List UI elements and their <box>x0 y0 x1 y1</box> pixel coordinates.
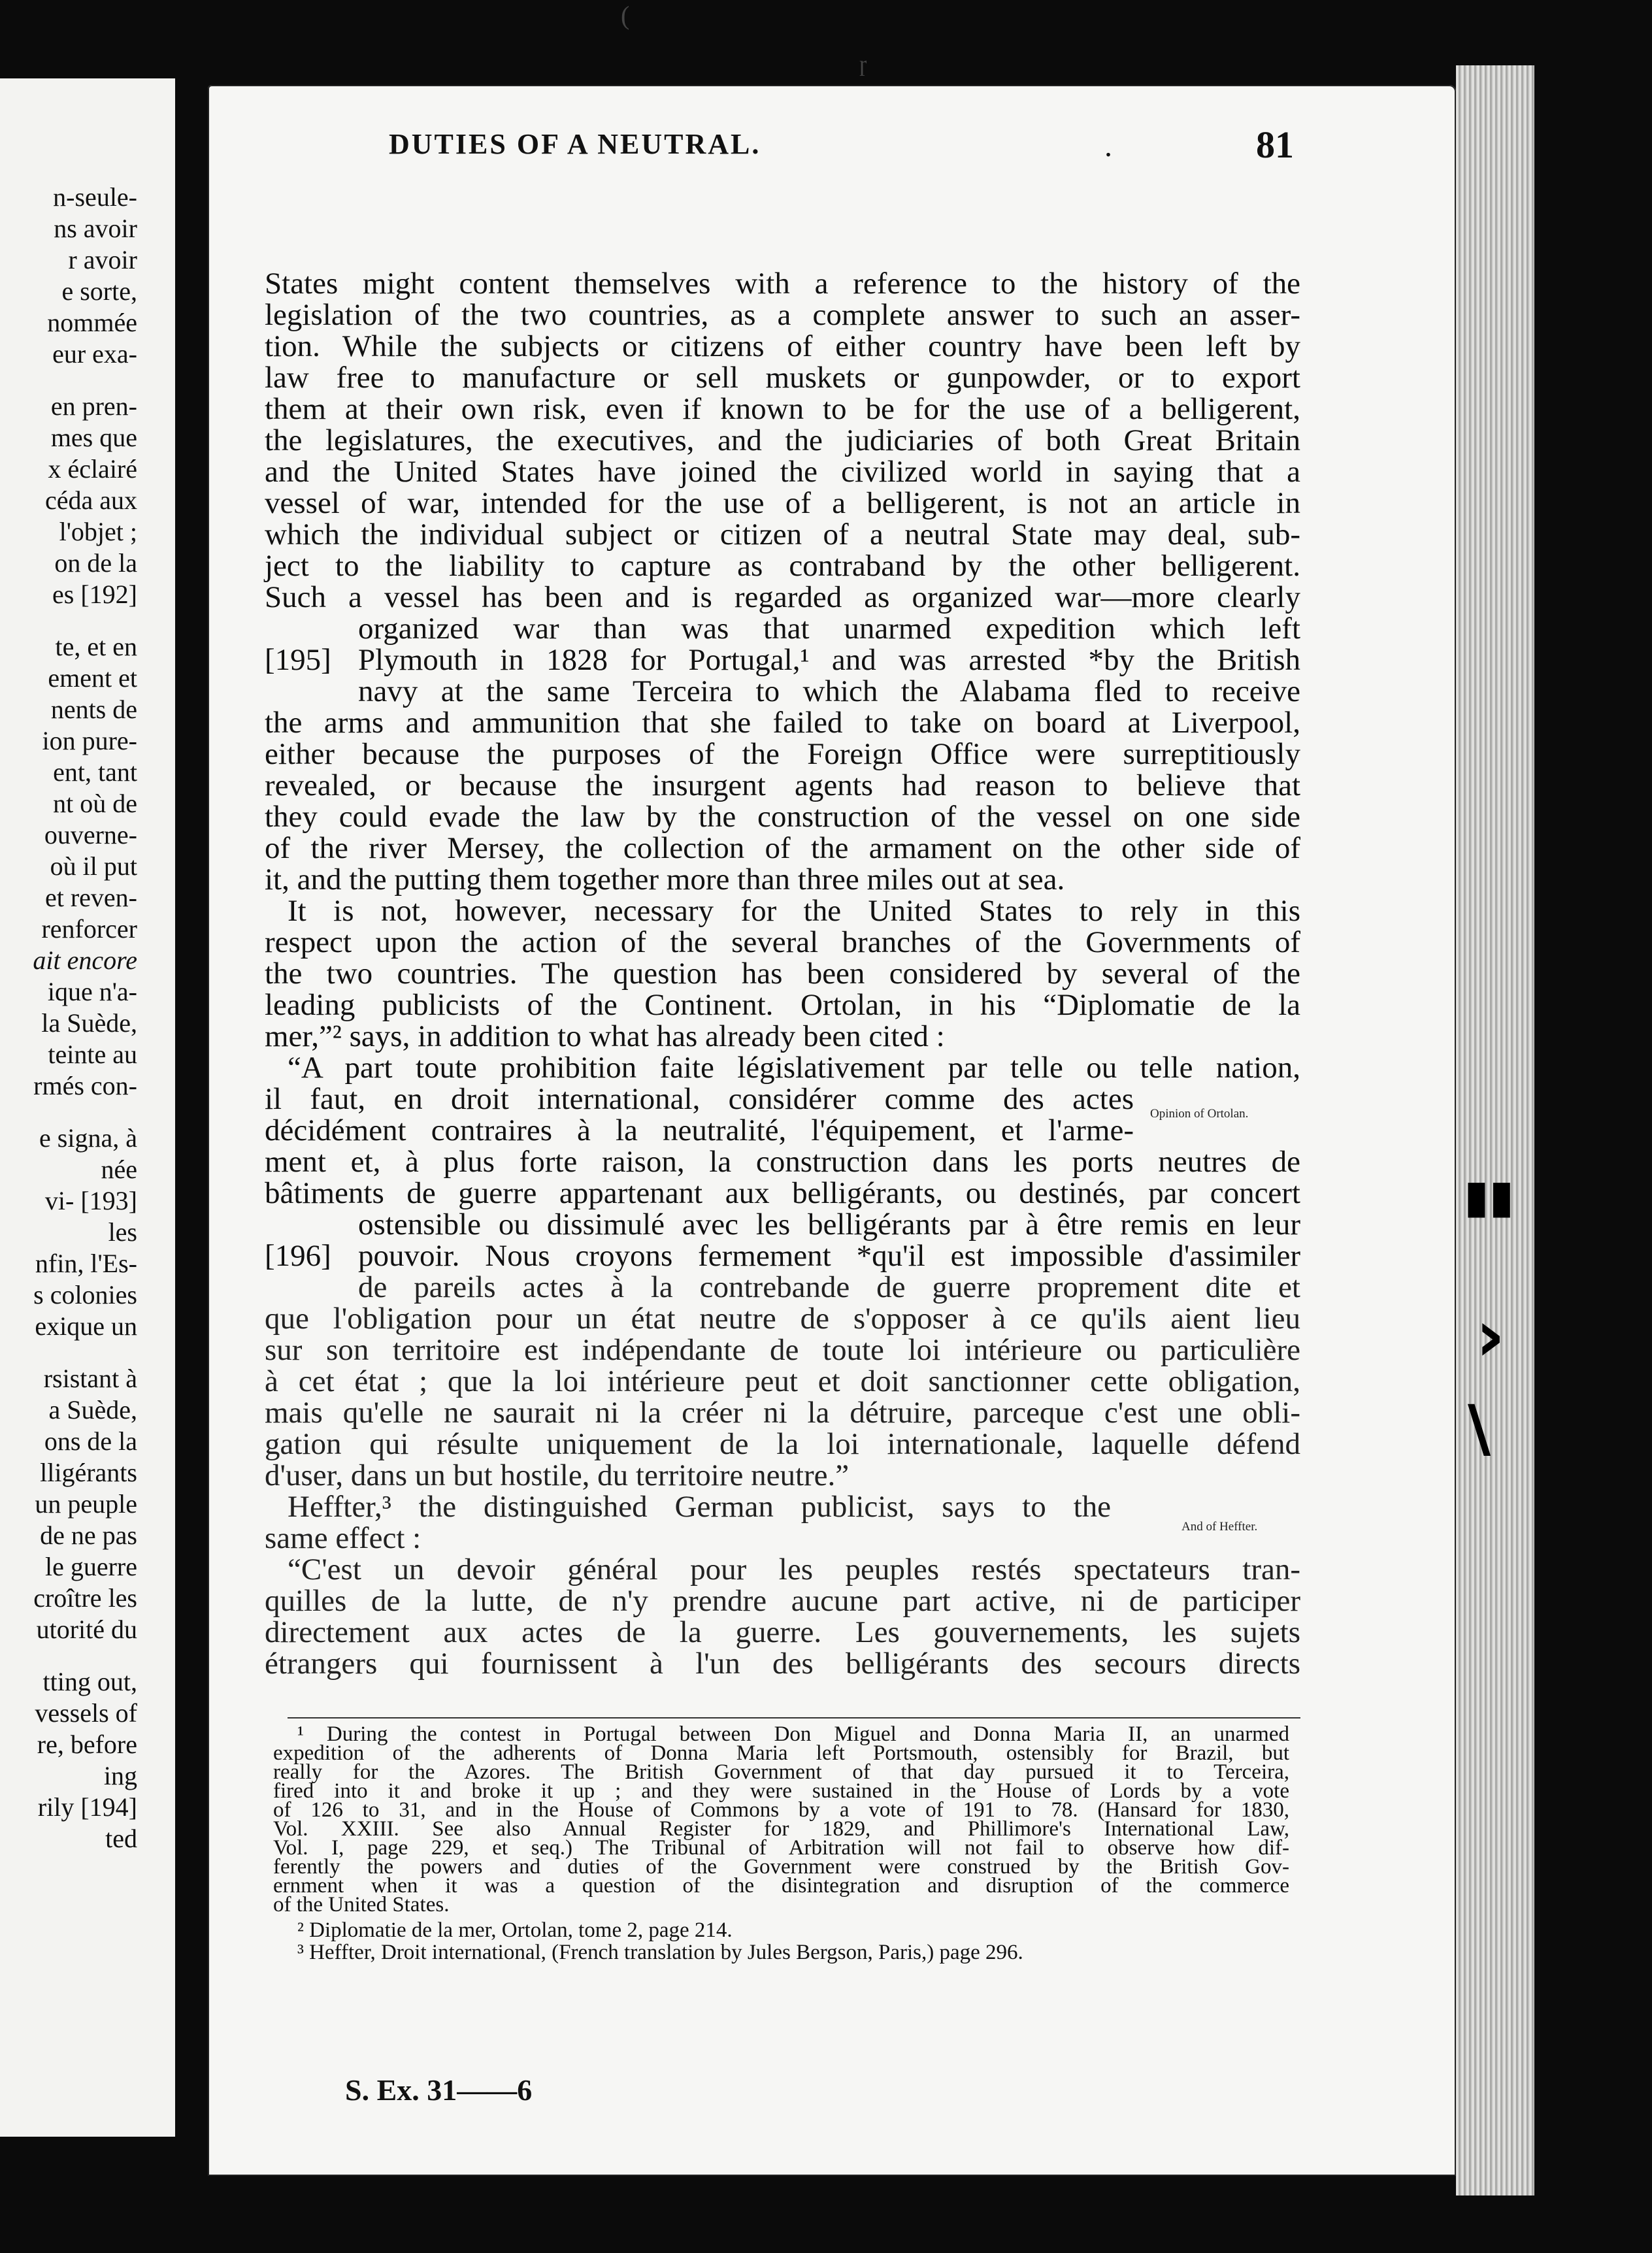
left-page-line: née <box>101 1155 137 1184</box>
left-page-line: de ne pas <box>40 1521 137 1550</box>
book-fore-edge <box>1456 65 1534 2195</box>
running-head: DUTIES OF A NEUTRAL. <box>389 128 761 160</box>
left-page-line: utorité du <box>36 1615 137 1644</box>
left-page-line: exique un <box>35 1311 137 1341</box>
body-line: que l'obligation pour un état neutre de s'opposer à ce qu'ils aient lieu <box>265 1302 1300 1336</box>
left-page-line: ons de la <box>44 1426 137 1456</box>
edge-print-mark: ▮▮ <box>1464 1170 1515 1223</box>
left-page-line: n-seule- <box>53 182 137 212</box>
body-line: they could evade the law by the construction of the vessel on one side <box>265 800 1300 834</box>
left-page-line: teinte au <box>48 1040 137 1069</box>
body-line: ject to the liability to capture as contraband by the other belligerent. <box>265 549 1300 583</box>
body-line: de pareils actes à la contrebande de guerre proprement dite et <box>358 1270 1300 1304</box>
footnote-line: fired into it and broke it up ; and they were sustained in the House of Lords by a vote <box>273 1779 1289 1803</box>
left-page-line: la Suède, <box>41 1008 137 1038</box>
left-facing-page <box>0 78 175 2137</box>
page-number: 81 <box>1256 123 1294 166</box>
edge-print-mark: › <box>1476 1294 1506 1377</box>
left-page-line: nt où de <box>53 789 137 818</box>
left-page-line: e sorte, <box>61 276 137 306</box>
body-line: either because the purposes of the Foreign Office were surreptitiously <box>265 737 1300 771</box>
left-page-line: ing <box>103 1761 137 1790</box>
left-page-line: es [192] <box>52 580 137 609</box>
left-page-line: r avoir <box>68 245 137 274</box>
left-page-line: rmés con- <box>33 1071 137 1100</box>
left-page-line: a Suède, <box>48 1395 137 1424</box>
left-page-line: lligérants <box>40 1458 137 1487</box>
body-line: Heffter,³ the distinguished German publicist, says to the <box>288 1490 1111 1524</box>
side-note-ortolan: Opinion of Ortolan. <box>1150 1107 1249 1121</box>
body-line: mer,”² says, in addition to what has already been cited : <box>265 1019 945 1053</box>
body-line: Plymouth in 1828 for Portugal,¹ and was arrested *by the British <box>358 643 1300 677</box>
body-line: the arms and ammunition that she failed to take on board at Liverpool, <box>265 706 1300 740</box>
left-page-line: croître les <box>33 1583 137 1613</box>
footnote-line: ferently the powers and duties of the Government were construed by the British Gov- <box>273 1855 1289 1879</box>
scan-speck: ( <box>621 1 630 30</box>
side-note-heffter: And of Heffter. <box>1181 1520 1258 1534</box>
body-line: law free to manufacture or sell muskets or gunpowder, or to export <box>265 361 1300 395</box>
left-page-line: tting out, <box>42 1667 137 1696</box>
body-line: étrangers qui fournissent à l'un des belligérants des secours directs <box>265 1647 1300 1681</box>
stray-mark: . <box>1104 129 1112 163</box>
left-page-line: mes que <box>50 423 137 452</box>
body-line: legislation of the two countries, as a complete answer to such an asser- <box>265 298 1300 332</box>
body-line: ment et, à plus forte raison, la construction dans les ports neutres de <box>265 1145 1300 1179</box>
footnote-line: of 126 to 31, and in the House of Commons by a vote of 191 to 78. (Hansard for 1830, <box>273 1798 1289 1822</box>
left-page-line: renforcer <box>41 914 137 944</box>
left-page-line: les <box>108 1217 137 1247</box>
left-page-line: ion pure- <box>42 726 137 755</box>
left-page-line: ement et <box>48 663 137 693</box>
scan-speck: ɼ <box>859 52 867 76</box>
body-line: à cet état ; que la loi intérieure peut et doit sanctionner cette obligation, <box>265 1364 1300 1398</box>
body-line: organized war than was that unarmed expedition which left <box>358 612 1300 646</box>
body-line: same effect : <box>265 1521 421 1555</box>
body-line: d'user, dans un but hostile, du territoire neutre.” <box>265 1458 850 1492</box>
body-line: directement aux actes de la guerre. Les gouvernements, les sujets <box>265 1615 1300 1649</box>
margin-page-number: [196] <box>265 1239 331 1273</box>
body-line: décidément contraires à la neutralité, l'équipement, et l'arme- <box>265 1113 1134 1147</box>
body-line: of the river Mersey, the collection of the armament on the other side of <box>265 831 1300 865</box>
left-page-line: ns avoir <box>54 214 137 243</box>
body-line: ostensible ou dissimulé avec les belligérants par à être remis en leur <box>358 1208 1300 1242</box>
footnote-line: really for the Azores. The British Government of that day pursued it to Terceira, <box>273 1760 1289 1784</box>
body-line: sur son territoire est indépendante de toute loi intérieure ou particulière <box>265 1333 1300 1367</box>
body-line: “A part toute prohibition faite législativement par telle ou telle nation, <box>288 1051 1300 1085</box>
body-line: tion. While the subjects or citizens of either country have been left by <box>265 329 1300 363</box>
edge-print-mark: \ <box>1468 1392 1491 1465</box>
body-line: “C'est un devoir général pour les peuples restés spectateurs tran- <box>288 1553 1300 1587</box>
left-page-line: te, et en <box>55 632 137 661</box>
body-line: pouvoir. Nous croyons fermement *qu'il est impossible d'assimiler <box>358 1239 1300 1273</box>
left-page-line: rily [194] <box>37 1792 137 1822</box>
left-page-line: ent, tant <box>53 757 137 787</box>
left-page-line: où il put <box>50 851 137 881</box>
left-page-line: on de la <box>54 548 137 578</box>
body-line: them at their own risk, even if known to be for the use of a belligerent, <box>265 392 1300 426</box>
body-line: respect upon the action of the several branches of the Governments of <box>265 925 1300 959</box>
left-page-line: un peuple <box>35 1489 137 1519</box>
left-page-line: vi- [193] <box>44 1186 137 1215</box>
footnote-line: ¹ During the contest in Portugal between Don Miguel and Donna Maria II, an unarmed <box>297 1722 1289 1746</box>
left-page-line: eur exa- <box>52 339 137 369</box>
body-line: vessel of war, intended for the use of a belligerent, is not an article in <box>265 486 1300 520</box>
body-line: quilles de la lutte, de n'y prendre aucune part active, ni de participer <box>265 1584 1300 1618</box>
footnote-line: ² Diplomatie de la mer, Ortolan, tome 2, page 214. <box>297 1918 733 1942</box>
body-line: the legislatures, the executives, and the judiciaries of both Great Britain <box>265 423 1300 457</box>
footnote-line: ernment when it was a question of the disintegration and disruption of the commerce <box>273 1874 1289 1898</box>
left-page-line: nfin, l'Es- <box>35 1249 137 1278</box>
margin-page-number: [195] <box>265 643 331 677</box>
left-page-line: ique n'a- <box>47 977 137 1006</box>
left-page-line: en pren- <box>50 391 137 421</box>
left-page-line: nommée <box>47 308 137 337</box>
left-page-line: x éclairé <box>48 454 137 484</box>
body-line: bâtiments de guerre appartenant aux belligérants, ou destinés, par concert <box>265 1176 1300 1210</box>
footnote-line: of the United States. <box>273 1893 450 1916</box>
left-page-line: re, before <box>37 1730 137 1759</box>
footnote-line: Vol. I, page 229, et seq.) The Tribunal of Arbitration will not fail to observe how dif- <box>273 1836 1289 1860</box>
left-page-line: ait encore <box>33 946 137 975</box>
left-page-line: vessels of <box>35 1698 137 1728</box>
left-page-line: et reven- <box>44 883 137 912</box>
left-page-line: ted <box>105 1824 137 1853</box>
footnote-line: expedition of the adherents of Donna Maria left Portsmouth, ostensibly for Brazil, but <box>273 1741 1289 1765</box>
left-page-line: e signa, à <box>39 1123 137 1153</box>
body-line: leading publicists of the Continent. Ortolan, in his “Diplomatie de la <box>265 988 1300 1022</box>
body-line: and the United States have joined the civilized world in saying that a <box>265 455 1300 489</box>
body-line: it, and the putting them together more than three miles out at sea. <box>265 863 1065 896</box>
body-line: gation qui résulte uniquement de la loi internationale, laquelle défend <box>265 1427 1300 1461</box>
body-line: Such a vessel has been and is regarded as organized war—more clearly <box>265 580 1300 614</box>
body-line: the two countries. The question has been considered by several of the <box>265 957 1300 991</box>
left-page-line: rsistant à <box>43 1364 137 1393</box>
left-page-line: l'objet ; <box>59 517 137 546</box>
body-line: navy at the same Terceira to which the Alabama fled to receive <box>358 674 1300 708</box>
left-page-line: nents de <box>50 695 137 724</box>
left-page-line: s colonies <box>33 1280 137 1309</box>
body-line: which the individual subject or citizen of a neutral State may deal, sub- <box>265 518 1300 551</box>
left-page-line: ouverne- <box>44 820 137 849</box>
left-page-line: le guerre <box>44 1552 137 1581</box>
footnote-line: ³ Heffter, Droit international, (French translation by Jules Bergson, Paris,) page 296. <box>297 1941 1023 1964</box>
footnote-line: Vol. XXIII. See also Annual Register for 1829, and Phillimore's International Law, <box>273 1817 1289 1841</box>
footnote-rule <box>288 1717 1300 1719</box>
body-line: revealed, or because the insurgent agents had reason to believe that <box>265 768 1300 802</box>
body-line: It is not, however, necessary for the United States to rely in this <box>288 894 1300 928</box>
body-line: States might content themselves with a reference to the history of the <box>265 267 1300 301</box>
left-page-line: céda aux <box>44 485 137 515</box>
body-line: il faut, en droit international, considérer comme des actes <box>265 1082 1134 1116</box>
document-signature: S. Ex. 31——6 <box>345 2073 533 2107</box>
body-line: mais qu'elle ne saurait ni la créer ni la détruire, parceque c'est une obli- <box>265 1396 1300 1430</box>
